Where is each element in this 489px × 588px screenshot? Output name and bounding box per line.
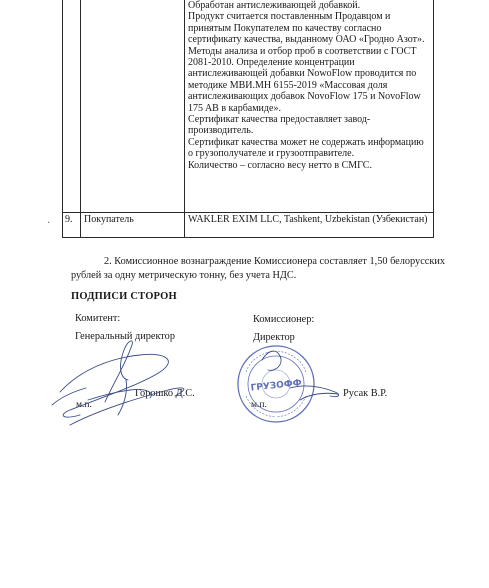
committent-mp: м.п. xyxy=(76,400,92,410)
detail-line: Обработан антислеживающей добавкой. xyxy=(188,0,361,11)
margin-mark: · xyxy=(47,218,51,229)
row-number-cell: 9. xyxy=(63,213,81,238)
detail-line: Продукт считается поставленным Продавцом и принятым Покупателем по качеству согласно сертификату качества, выданному ОАО «Гродно Азот». xyxy=(188,11,425,46)
commission-paragraph: 2. Комиссионное вознаграждение Комиссионера составляет 1,50 белорусских рублей за одну метрическую тонну, без учета НДС. xyxy=(71,256,445,281)
commissioner-position: Директор xyxy=(253,332,295,343)
row-name-cell: Покупатель xyxy=(81,213,185,238)
detail-line: Методы анализа и отбор проб в соответствии с ГОСТ 2081-2010. Определение концентрации антислеживающей добавки NowoFlow проводится по методике МВИ.МН 6155-2019 «Массовая доля антислеживающих добавок NovoFlow 175 и NovoFlow 175 AB в карбамиде». xyxy=(188,45,421,114)
buyer-details: WAKLER EXIM LLC, Tashkent, Uzbekistan (Узбекистан) xyxy=(188,214,428,225)
stamp-text: ГРУЗОФФ xyxy=(250,378,303,394)
detail-line: Количество – согласно весу нетто в СМГС. xyxy=(188,159,372,171)
signatures-title: ПОДПИСИ СТОРОН xyxy=(71,291,177,302)
detail-line: Сертификат качества может не содержать информацию о грузополучателе и грузоотправителе. xyxy=(188,136,424,160)
committent-signature xyxy=(52,341,184,425)
committent-position: Генеральный директор xyxy=(75,331,175,342)
commissioner-mp: м.п. xyxy=(251,400,267,410)
committent-label: Комитент: xyxy=(75,313,121,324)
committent-name: Горошко Д.С. xyxy=(135,388,195,399)
commissioner-name: Русак В.Р. xyxy=(343,388,388,399)
commissioner-label: Комиссионер: xyxy=(253,314,315,325)
detail-line: Сертификат качества предоставляет завод-производитель. xyxy=(188,114,371,137)
commissioner-signature xyxy=(262,351,339,400)
